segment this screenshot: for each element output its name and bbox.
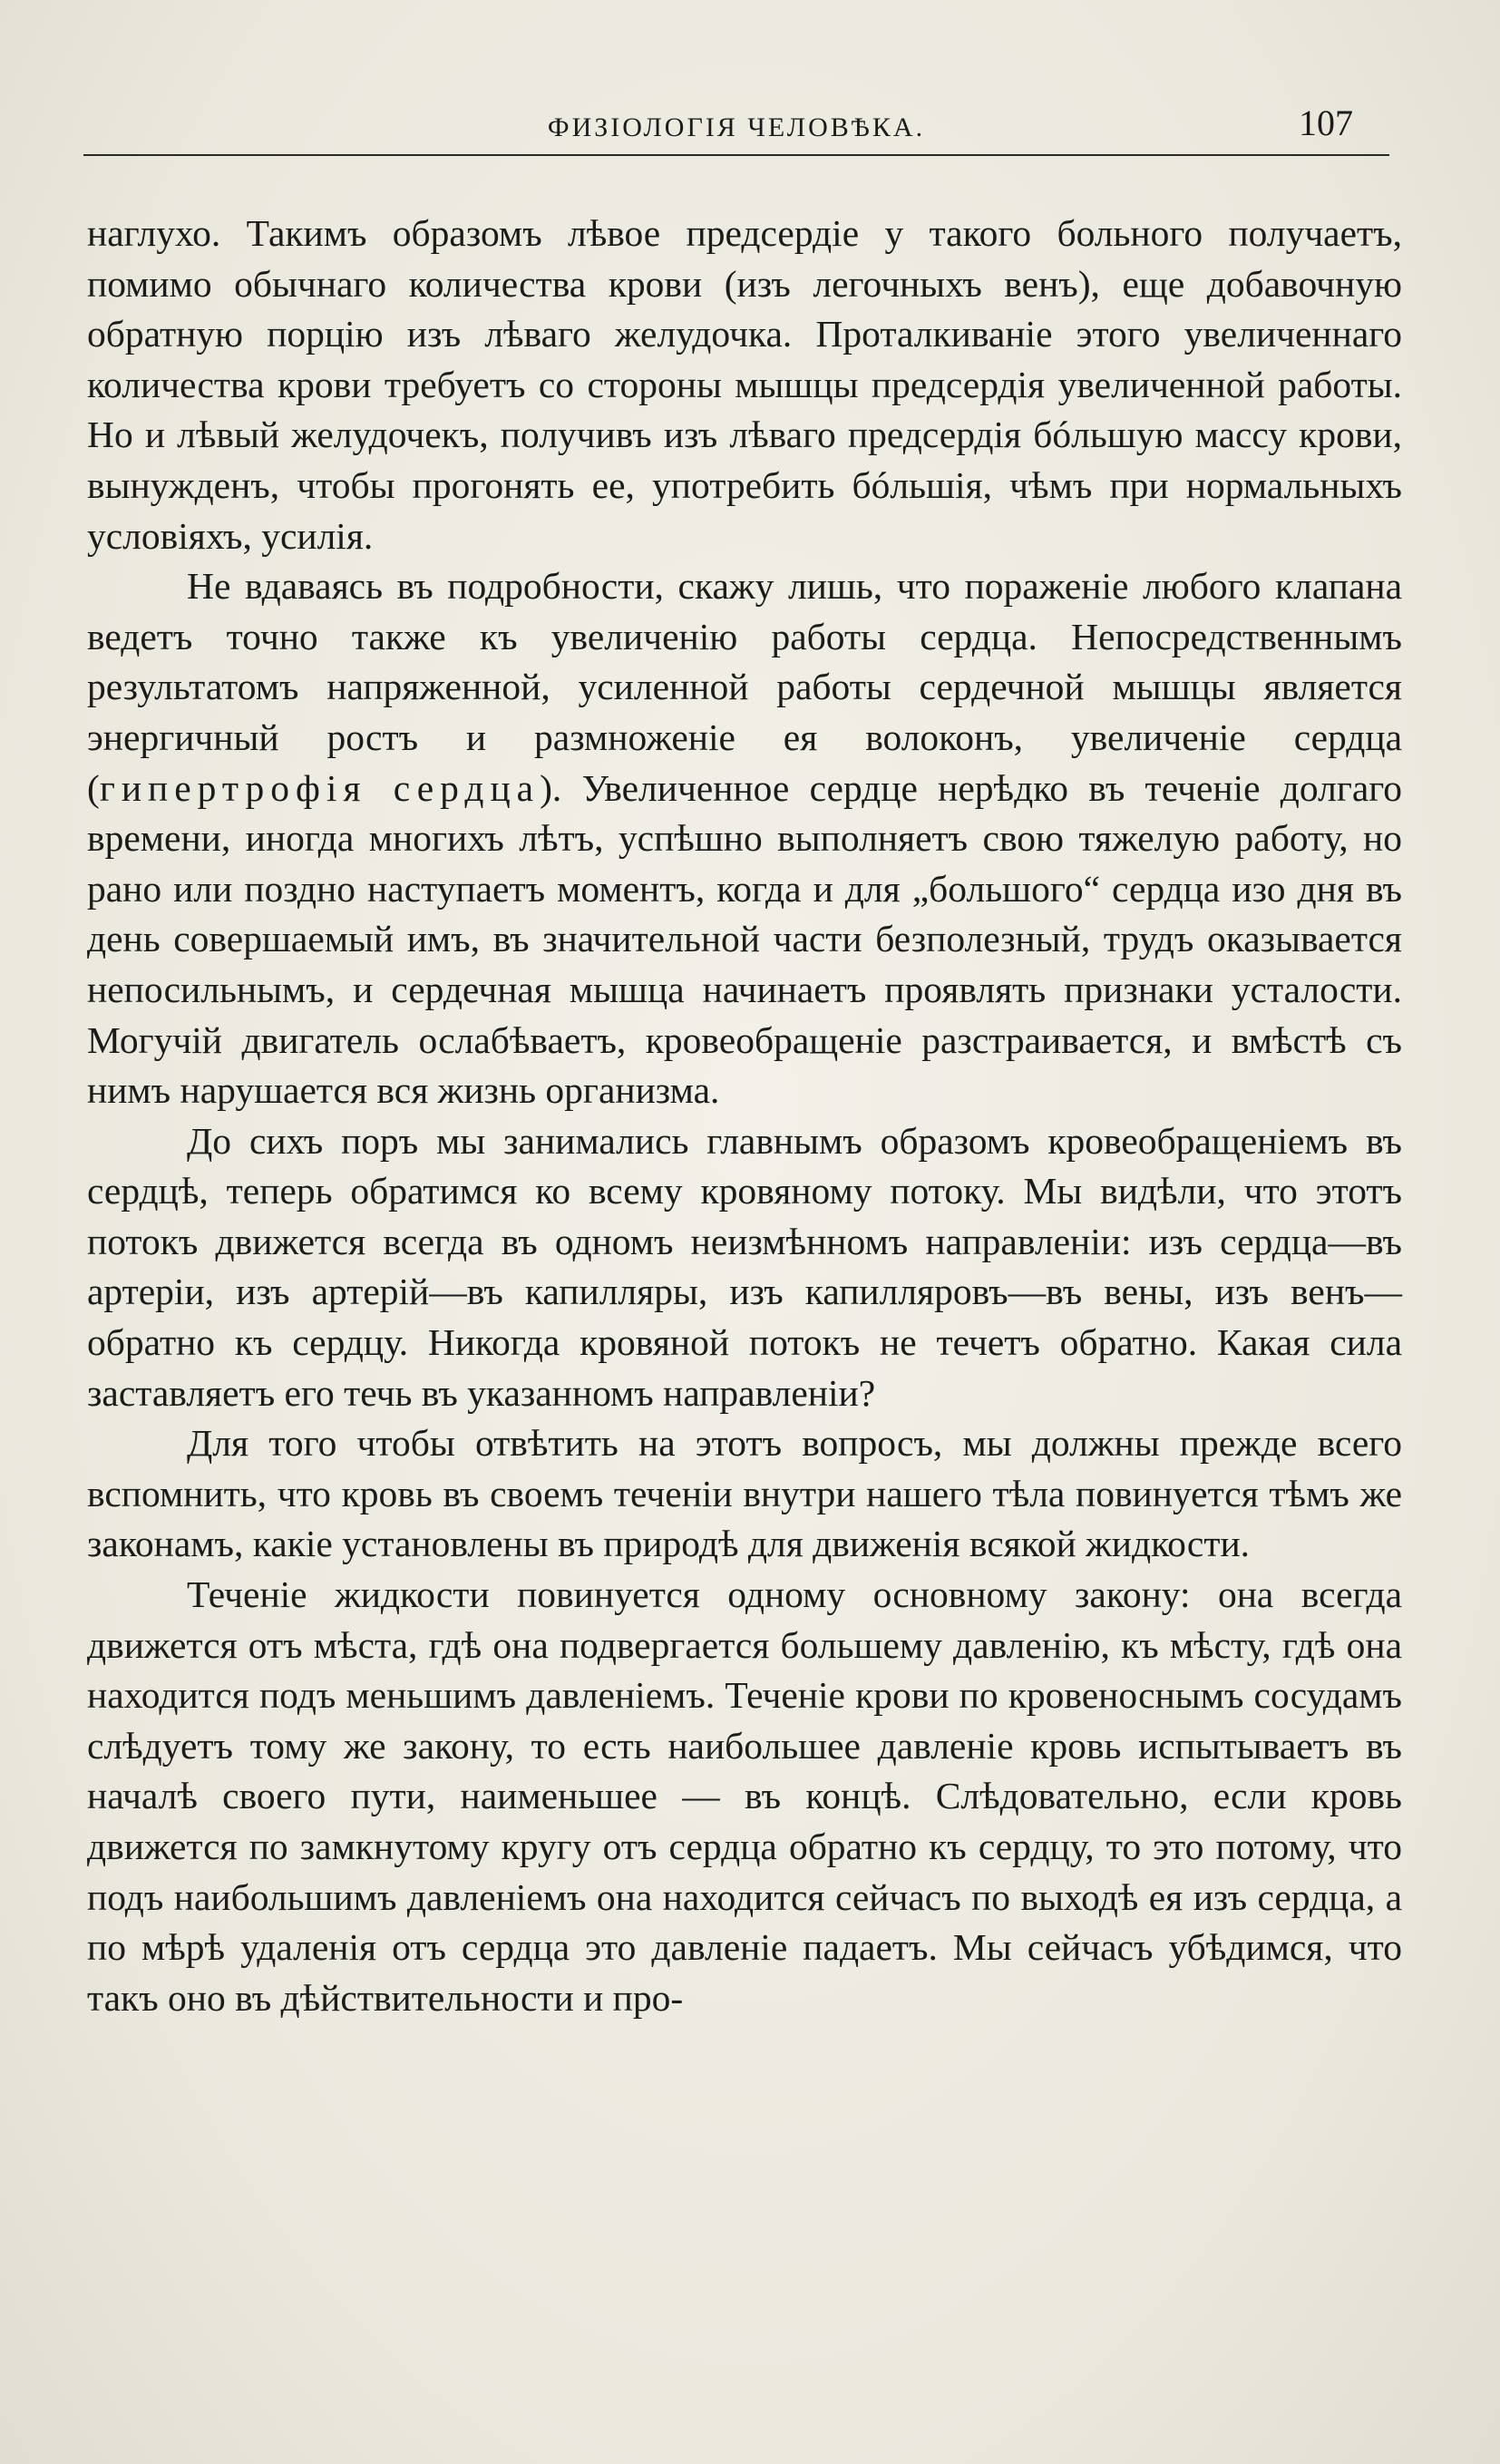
page-number: 107 <box>1299 102 1353 143</box>
running-title: ФИЗІОЛОГІЯ ЧЕЛОВѢКА. <box>547 112 926 142</box>
emphasis-term: гипертрофія сердца <box>99 766 541 809</box>
page-header <box>83 102 1389 156</box>
header-rule <box>83 154 1389 156</box>
paragraph-4: Для того чтобы отвѣтить на этотъ вопросъ, мы должны прежде всего вспомнить, что кровь въ своемъ теченіи внутри нашего тѣла повинуется тѣмъ же законамъ, какіе установлены въ природѣ для движенія всякой жидкости. <box>87 1422 1402 1565</box>
paragraph-3: До сихъ поръ мы занимались главнымъ образомъ кровеобращеніемъ въ сердцѣ, теперь обратимся ко всему кровяному потоку. Мы видѣли, что этотъ потокъ движется всегда въ одномъ неизмѣнномъ направленіи: изъ сердца—въ артеріи, изъ артерій—въ капилляры, изъ капилляровъ—въ вены, изъ венъ—обратно къ сердцу. Никогда кровяной потокъ не течетъ обратно. Какая сила заставляетъ его течь въ указанномъ направленіи? <box>87 1119 1402 1414</box>
paragraph-1: наглухо. Такимъ образомъ лѣвое предсердіе у такого больного получаетъ, помимо обычнаго количества крови (изъ легочныхъ венъ), еще добавочную обратную порцію изъ лѣваго желудочка. Проталкиваніе этого увеличеннаго количества крови требуетъ со стороны мышцы предсердія увеличенной работы. Но и лѣвый желудочекъ, получивъ изъ лѣваго предсердія бóльшую массу крови, вынужденъ, чтобы прогонять ее, употребить бóльшія, чѣмъ при нормальныхъ условіяхъ, усилія. <box>87 212 1402 557</box>
paragraph-2-part-b: ). Увеличенное сердце нерѣдко въ теченіе долгаго времени, иногда многихъ лѣтъ, успѣшно выполняетъ свою тяжелую работу, но рано или поздно наступаетъ моментъ, когда и для „большого“ сердца изо дня въ день совершаемый имъ, въ значительной части безполезный, трудъ оказывается непосильнымъ, и сердечная мышца начинаетъ проявлять признаки усталости. Могучій двигатель ослабѣваетъ, кровеобращеніе разстраивается, и вмѣстѣ съ нимъ нарушается вся жизнь организма. <box>87 766 1402 1112</box>
paragraph-2 <box>87 561 1402 1116</box>
paragraph-2-part-a: Не вдаваясь въ подробности, скажу лишь, что пораженіе любого клапана ведетъ точно также къ увеличенію работы сердца. Непосредственнымъ результатомъ напряженной, усиленной работы сердечной мышцы является энергичный ростъ и размноженіе ея волоконъ, увеличеніе сердца ( <box>87 565 1402 809</box>
paragraph-5: Теченіе жидкости повинуется одному основному закону: она всегда движется отъ мѣста, гдѣ она подвергается большему давленію, къ мѣсту, гдѣ она находится подъ меньшимъ давленіемъ. Теченіе крови по кровеноснымъ сосудамъ слѣдуетъ тому же закону, то есть наибольшее давленіе кровь испытываетъ въ началѣ своего пути, наименьшее — въ концѣ. Слѣдовательно, если кровь движется по замкнутому кругу отъ сердца обратно къ сердцу, то это потому, что подъ наибольшимъ давленіемъ она находится сейчасъ по выходѣ ея изъ сердца, а по мѣрѣ удаленія отъ сердца это давленіе падаетъ. Мы сейчасъ убѣдимся, что такъ оно въ дѣйствительности и про- <box>87 1573 1402 2019</box>
body-text <box>87 209 1402 2023</box>
